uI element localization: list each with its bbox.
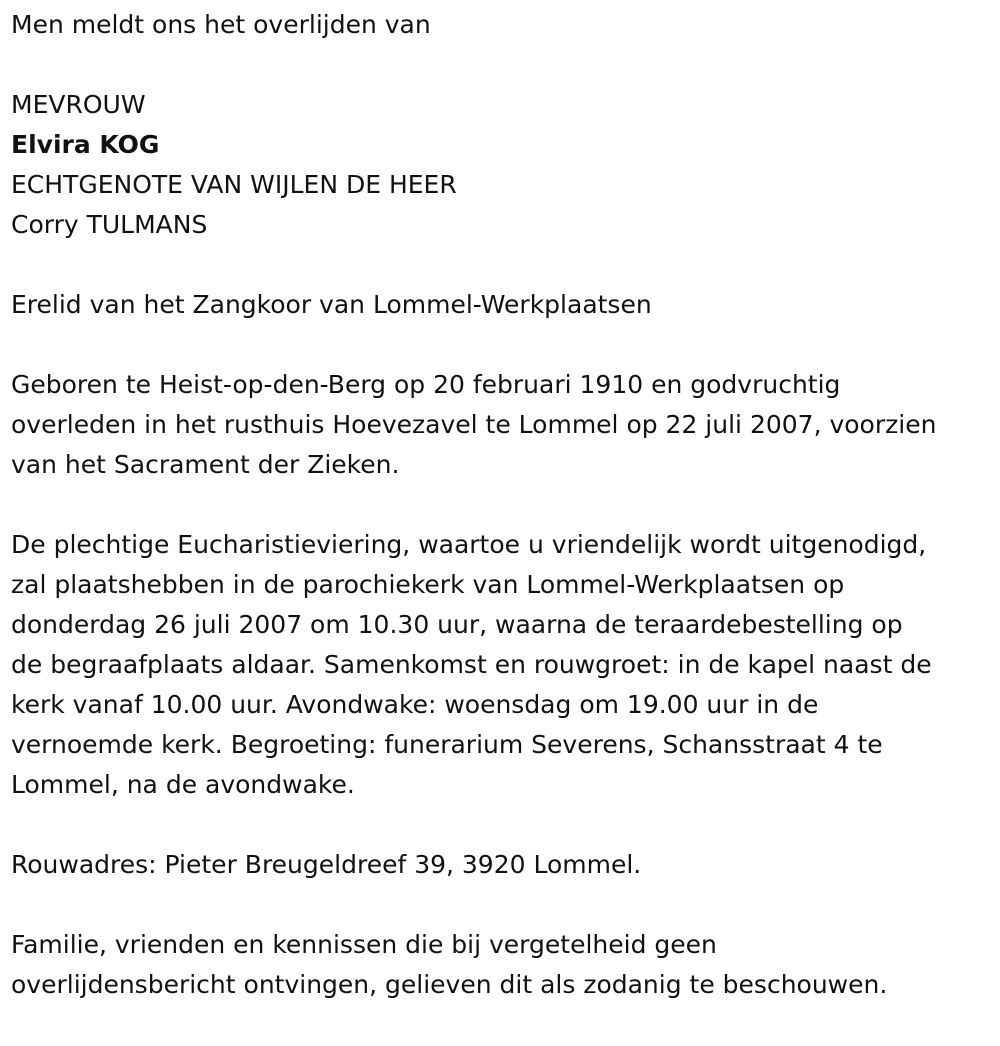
membership-text: Erelid van het Zangkoor van Lommel-Werkplaatsen: [11, 290, 652, 319]
paragraph-line: zal plaatshebben in de parochiekerk van Lommel-Werkplaatsen op: [11, 570, 845, 599]
deceased-title: MEVROUW: [11, 90, 146, 119]
paragraph-line: van het Sacrament der Zieken.: [11, 450, 400, 479]
paragraph-line: overleden in het rusthuis Hoevezavel te Lommel op 22 juli 2007, voorzien: [11, 410, 937, 439]
paragraph-line: Geboren te Heist-op-den-Berg op 20 februari 1910 en godvruchtig: [11, 370, 841, 399]
paragraph-line: vernoemde kerk. Begroeting: funerarium Severens, Schansstraat 4 te: [11, 730, 883, 759]
birth-death-paragraph: [11, 365, 1000, 485]
paragraph-line: kerk vanaf 10.00 uur. Avondwake: woensdag om 19.00 uur in de: [11, 690, 819, 719]
intro-text: Men meldt ons het overlijden van: [11, 10, 431, 39]
mourning-address: Rouwadres: Pieter Breugeldreef 39, 3920 Lommel.: [11, 850, 642, 879]
spacer: [11, 325, 1000, 365]
ceremony-paragraph: [11, 525, 1000, 805]
spacer: [11, 245, 1000, 285]
spouse-label: ECHTGENOTE VAN WIJLEN DE HEER: [11, 170, 457, 199]
paragraph-line: Lommel, na de avondwake.: [11, 770, 355, 799]
spacer: [11, 45, 1000, 85]
spacer: [11, 885, 1000, 925]
paragraph-line: overlijdensbericht ontvingen, gelieven dit als zodanig te beschouwen.: [11, 970, 888, 999]
paragraph-line: De plechtige Eucharistieviering, waartoe u vriendelijk wordt uitgenodigd,: [11, 530, 927, 559]
spacer: [11, 805, 1000, 845]
paragraph-line: de begraafplaats aldaar. Samenkomst en rouwgroet: in de kapel naast de: [11, 650, 932, 679]
paragraph-line: donderdag 26 juli 2007 om 10.30 uur, waarna de teraardebestelling op: [11, 610, 903, 639]
paragraph-line: Familie, vrienden en kennissen die bij vergetelheid geen: [11, 930, 717, 959]
spouse-name: Corry TULMANS: [11, 210, 208, 239]
spacer: [11, 485, 1000, 525]
deceased-name: Elvira KOG: [11, 130, 160, 159]
closing-paragraph: [11, 925, 1000, 1005]
